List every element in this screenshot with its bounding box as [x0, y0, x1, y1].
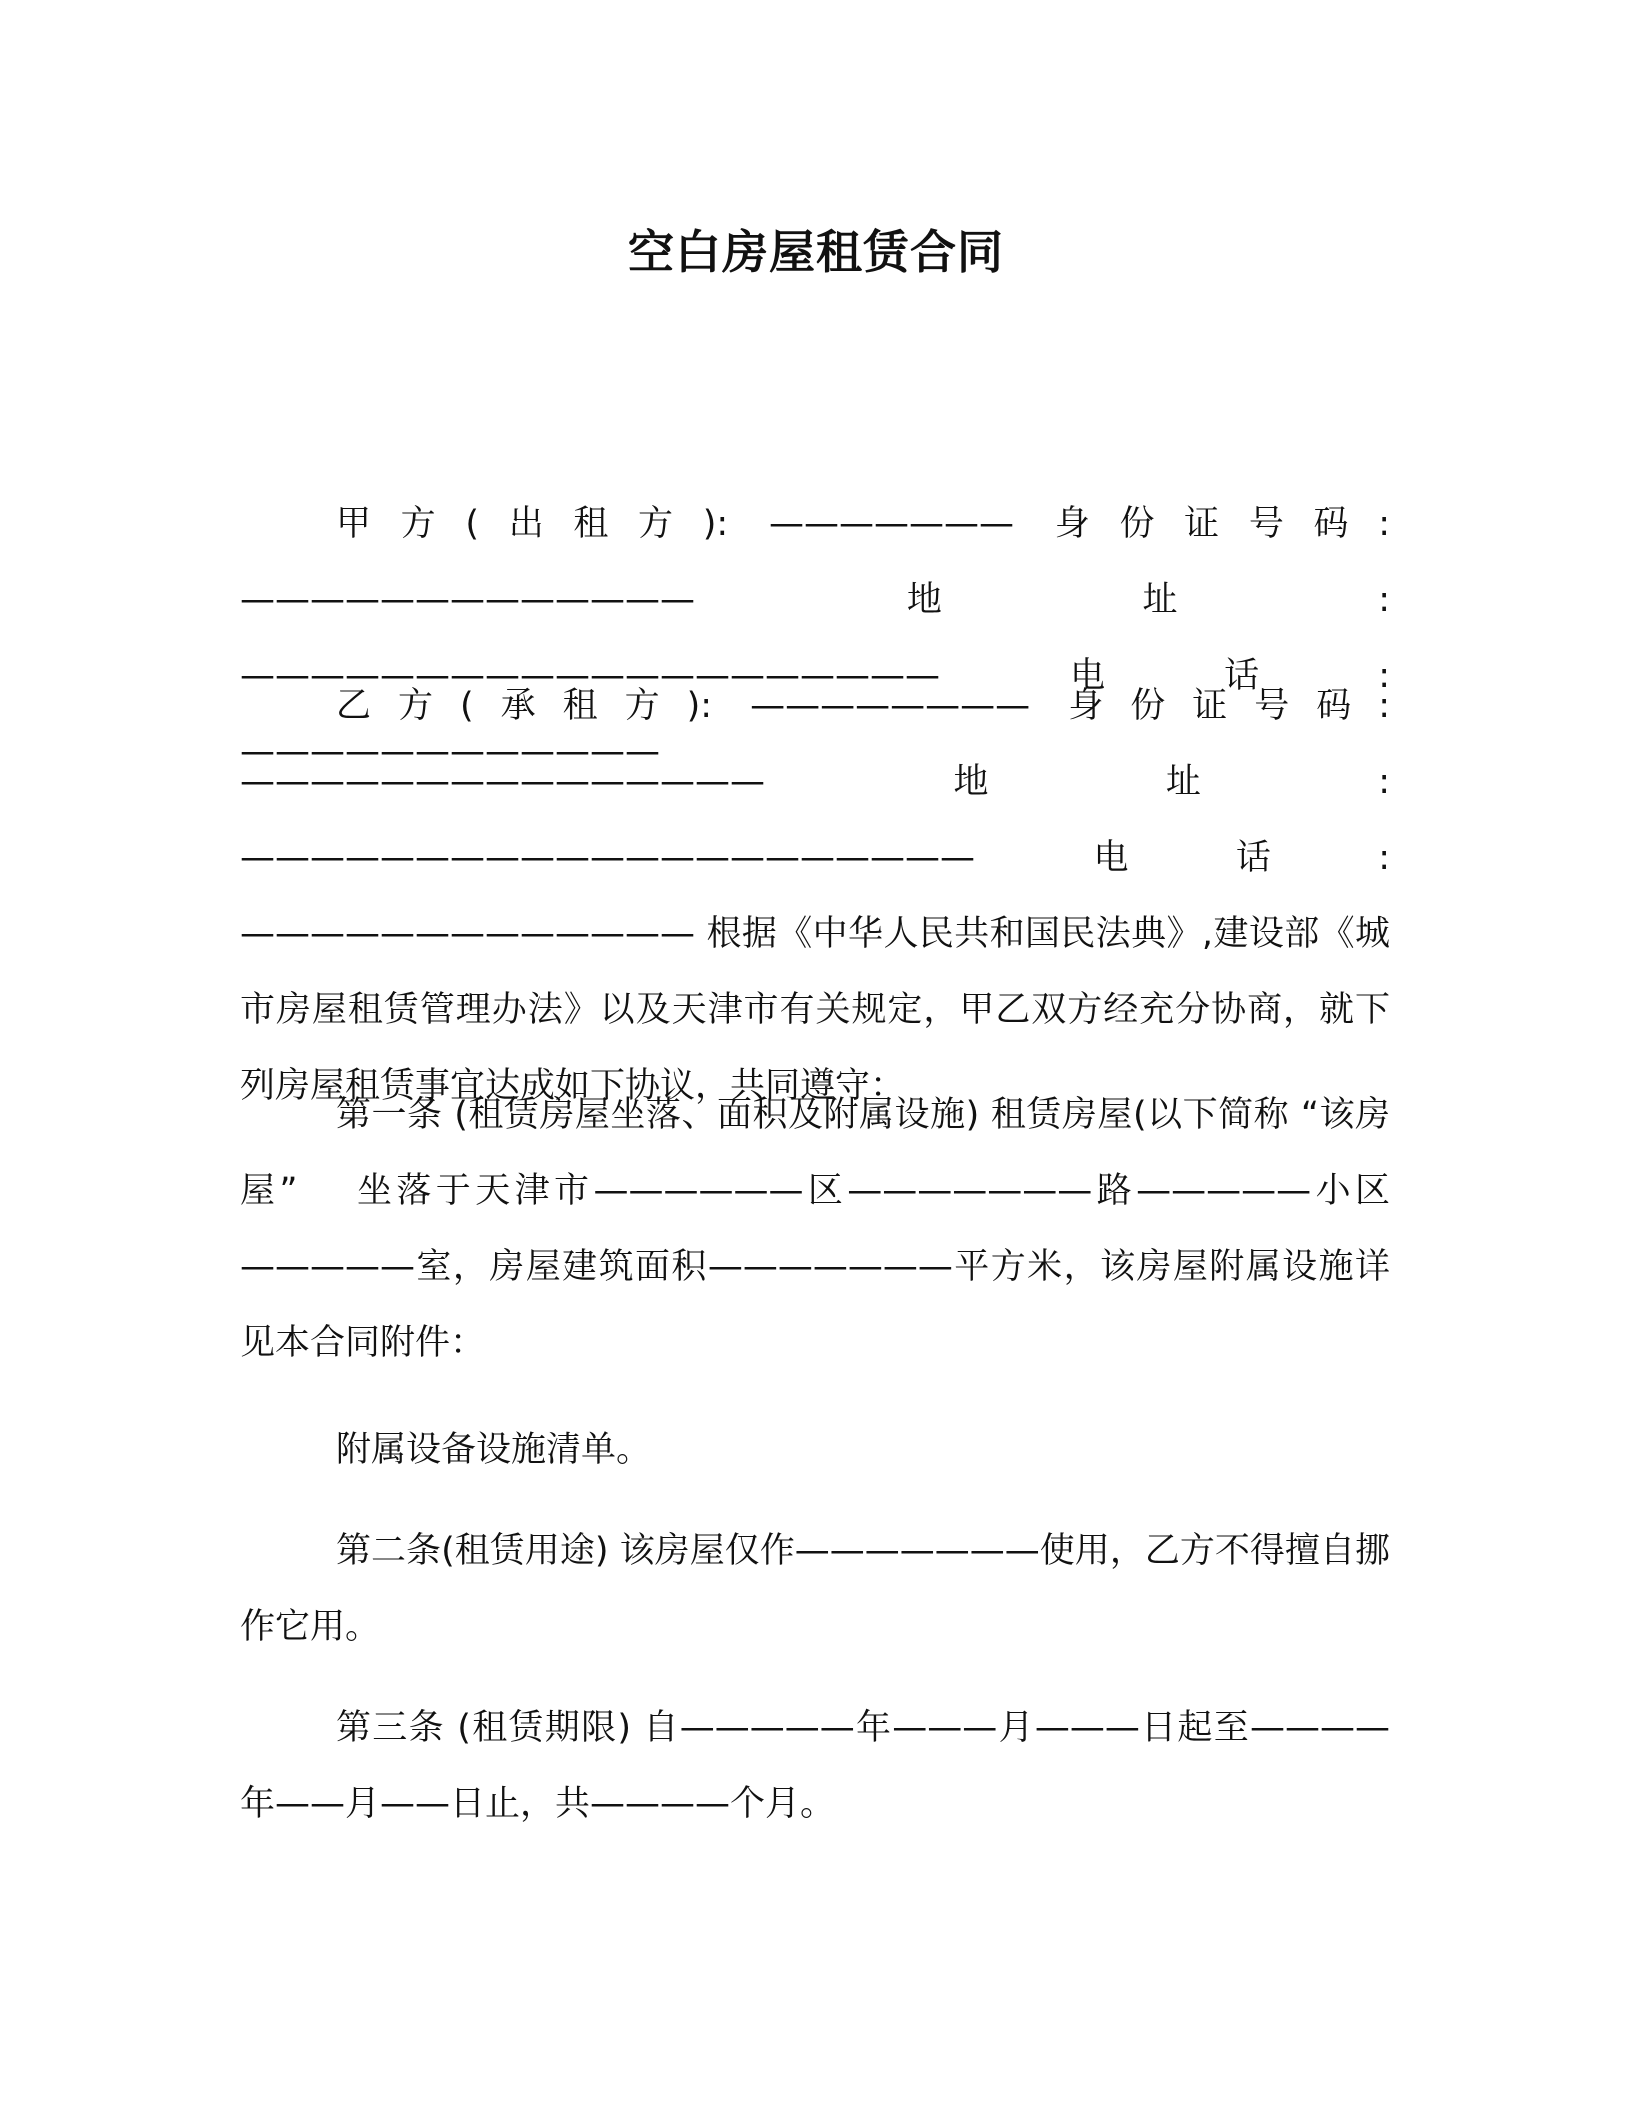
article-one-paragraph: 第一条 (租赁房屋坐落、面积及附属设施) 租赁房屋(以下简称 “该房屋” 坐落于天津市——————区———————路—————小区—————室，房屋建筑面积———————平方米，该房屋附属设施详见本合同附件： — [240, 1095, 1390, 1363]
article-three-paragraph: 第三条 (租赁期限) 自—————年———月———日起至————年——月——日止，共————个月。 — [240, 1708, 1390, 1824]
party-b-paragraph: 乙方(承租方): ———————— 身份证号码: ——————————————— 地址: ————————————————————— 电话: ————————————— 根据《中华人民共和国民法典》,建设部《城市房屋租赁管理办法》以及天津市有关规定，甲乙双方经充分协商，就下列房屋租赁事宜达成如下协议，共同遵守： — [240, 686, 1390, 1106]
document-title: 空白房屋租赁合同 — [628, 225, 1004, 279]
party-a-paragraph: 甲方(出租方): ——————— 身份证号码: ————————————— 地址: ———————————————————— 电话: ———————————— — [240, 504, 1390, 772]
article-two-paragraph: 第二条(租赁用途) 该房屋仅作———————使用，乙方不得擅自挪作它用。 — [240, 1531, 1390, 1647]
appendix-paragraph: 附属设备设施清单。 — [336, 1430, 652, 1470]
